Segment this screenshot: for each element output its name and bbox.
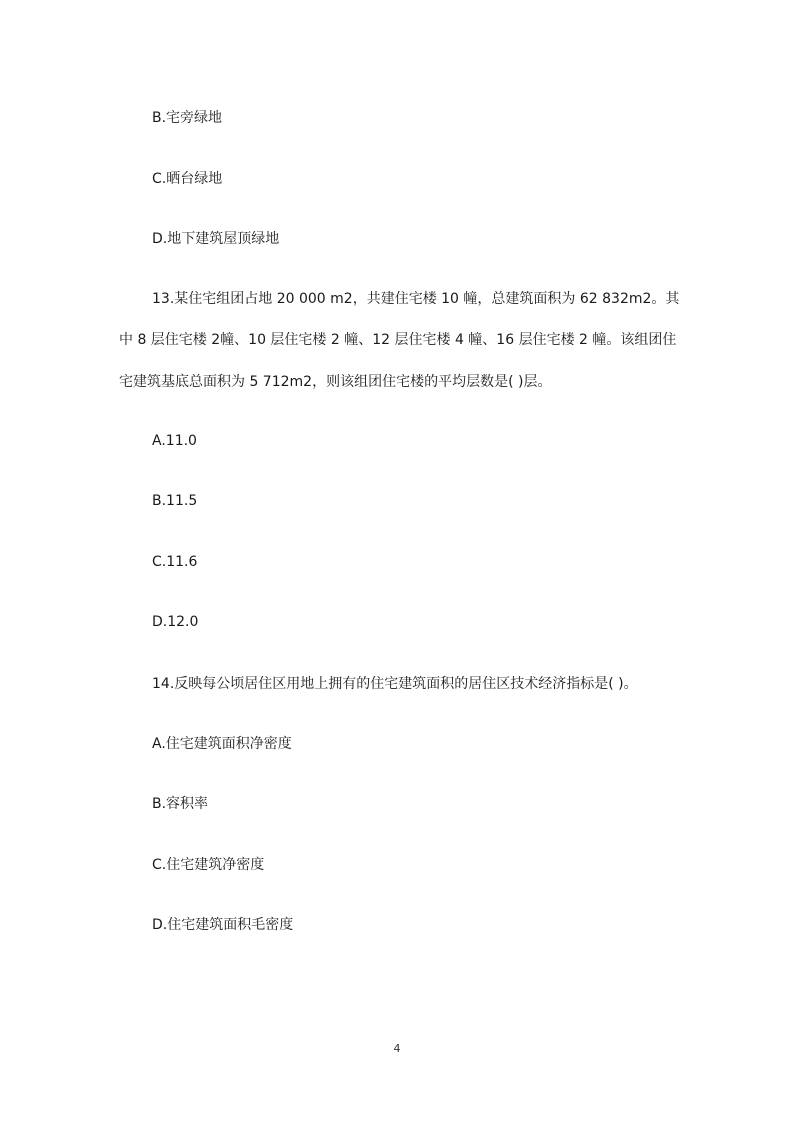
option-d-prev: D.地下建筑屋顶绿地	[152, 231, 280, 247]
option-b-prev: B.宅旁绿地	[152, 110, 223, 126]
question-14-stem: 14.反映每公顷居住区用地上拥有的住宅建筑面积的居住区技术经济指标是( )。	[152, 676, 638, 692]
question-13-option-c: C.11.6	[152, 554, 198, 570]
page-number: 4	[393, 1042, 401, 1055]
question-14-option-b: B.容积率	[152, 796, 209, 812]
option-c-prev: C.晒台绿地	[152, 171, 223, 187]
question-13-option-d: D.12.0	[152, 614, 199, 630]
question-13-option-b: B.11.5	[152, 493, 198, 509]
question-13-option-a: A.11.0	[152, 433, 197, 449]
question-14-option-d: D.住宅建筑面积毛密度	[152, 917, 294, 933]
question-14-option-c: C.住宅建筑净密度	[152, 857, 265, 873]
question-14-option-a: A.住宅建筑面积净密度	[152, 736, 292, 752]
question-13-line-1: 13.某住宅组团占地 20 000 m2，共建住宅楼 10 幢，总建筑面积为 62 832m2。其	[152, 291, 680, 307]
question-13-line-3: 宅建筑基底总面积为 5 712m2，则该组团住宅楼的平均层数是( )层。	[119, 374, 552, 390]
question-13-line-2: 中 8 层住宅楼 2幢、10 层住宅楼 2 幢、12 层住宅楼 4 幢、16 层住宅楼 2 幢。该组团住	[119, 332, 677, 348]
